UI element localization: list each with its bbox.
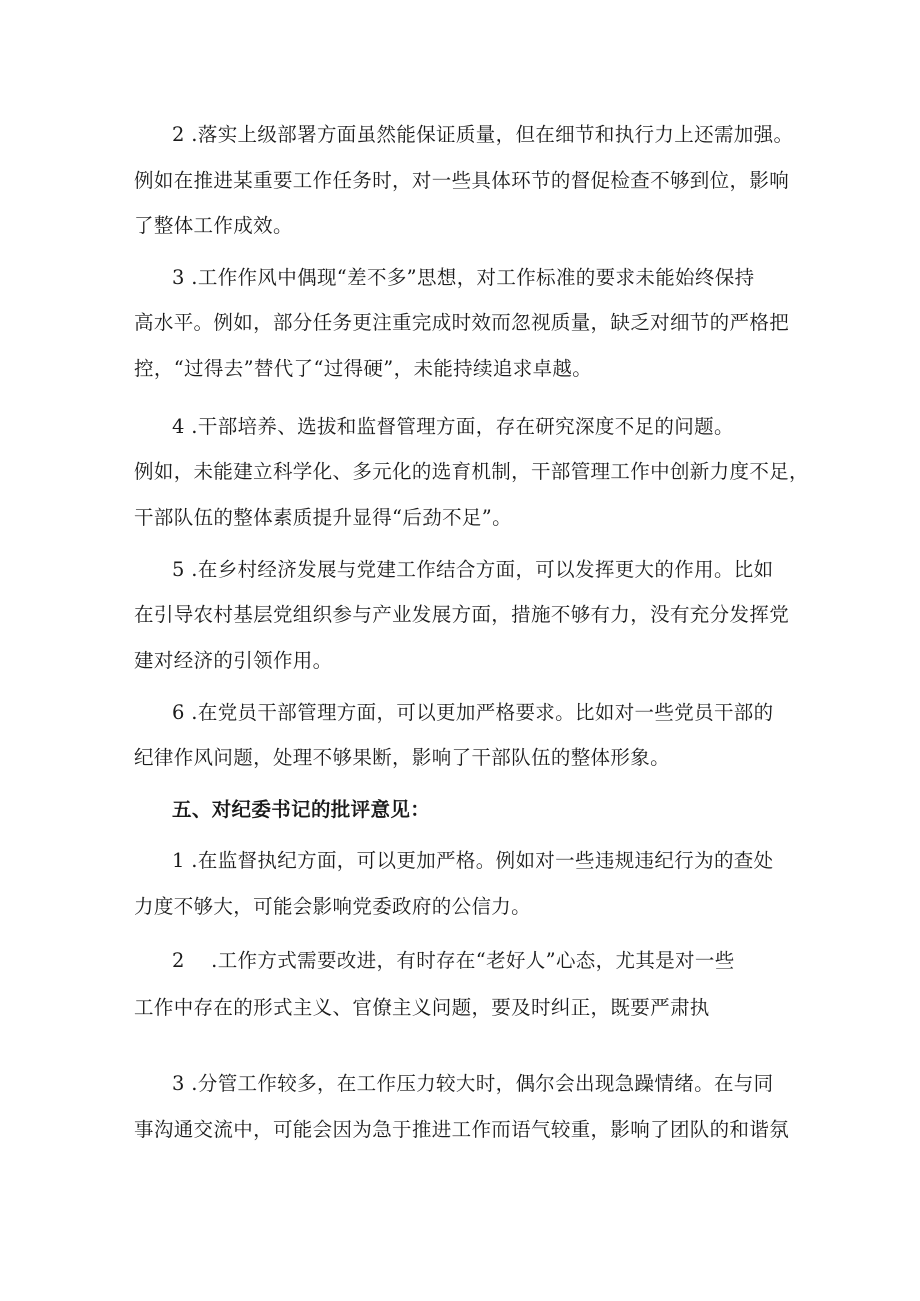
paragraph-3-line-1: 3 .工作作风中偶现“差不多”思想，对工作标准的要求未能始终保持 — [172, 266, 755, 289]
item-1-line-2: 力度不够大，可能会影响党委政府的公信力。 — [134, 895, 532, 918]
paragraph-2-line-1: 2 .落实上级部署方面虽然能保证质量，但在细节和执行力上还需加强。 — [172, 123, 794, 146]
paragraph-4-line-3: 干部队伍的整体素质提升显得“后劲不足”。 — [134, 506, 512, 529]
paragraph-6-line-1: 6 .在党员干部管理方面，可以更加严格要求。比如对一些党员干部的 — [172, 701, 774, 724]
paragraph-5-line-3: 建对经济的引领作用。 — [134, 649, 333, 672]
paragraph-2-line-3: 了整体工作成效。 — [134, 214, 293, 237]
item-1-line-1: 1 .在监督执纪方面，可以更加严格。例如对一些违规违纪行为的查处 — [172, 849, 774, 872]
item-3-line-1: 3 .分管工作较多，在工作压力较大时，偶尔会出现急躁情绪。在与同 — [172, 1072, 774, 1095]
paragraph-3-line-2: 高水平。例如，部分任务更注重完成时效而忽视质量，缺乏对细节的严格把 — [134, 311, 790, 334]
paragraph-2-line-2: 例如在推进某重要工作任务时，对一些具体环节的督促检查不够到位，影响 — [134, 169, 790, 192]
paragraph-5-line-2: 在引导农村基层党组织参与产业发展方面，措施不够有力，没有充分发挥党 — [134, 603, 790, 626]
paragraph-3-line-3: 控，“过得去”替代了“过得硬”，未能持续追求卓越。 — [134, 357, 593, 380]
paragraph-4-line-2: 例如，未能建立科学化、多元化的选育机制，干部管理工作中创新力度不足， — [134, 460, 809, 483]
item-2-line-2: 工作中存在的形式主义、官僚主义问题，要及时纠正，既要严肃执 — [134, 996, 710, 1019]
paragraph-4-line-1: 4 .干部培养、选拔和监督管理方面，存在研究深度不足的问题。 — [172, 415, 734, 438]
paragraph-6-line-2: 纪律作风问题，处理不够果断，影响了干部队伍的整体形象。 — [134, 746, 670, 769]
item-2-line-1: 2 .工作方式需要改进，有时存在“老好人”心态，尤其是对一些 — [172, 949, 735, 972]
item-3-line-2: 事沟通交流中，可能会因为急于推进工作而语气较重，影响了团队的和谐氛 — [134, 1118, 790, 1141]
section-heading: 五、对纪委书记的批评意见： — [172, 798, 431, 821]
paragraph-5-line-1: 5 .在乡村经济发展与党建工作结合方面，可以发挥更大的作用。比如 — [172, 558, 774, 581]
